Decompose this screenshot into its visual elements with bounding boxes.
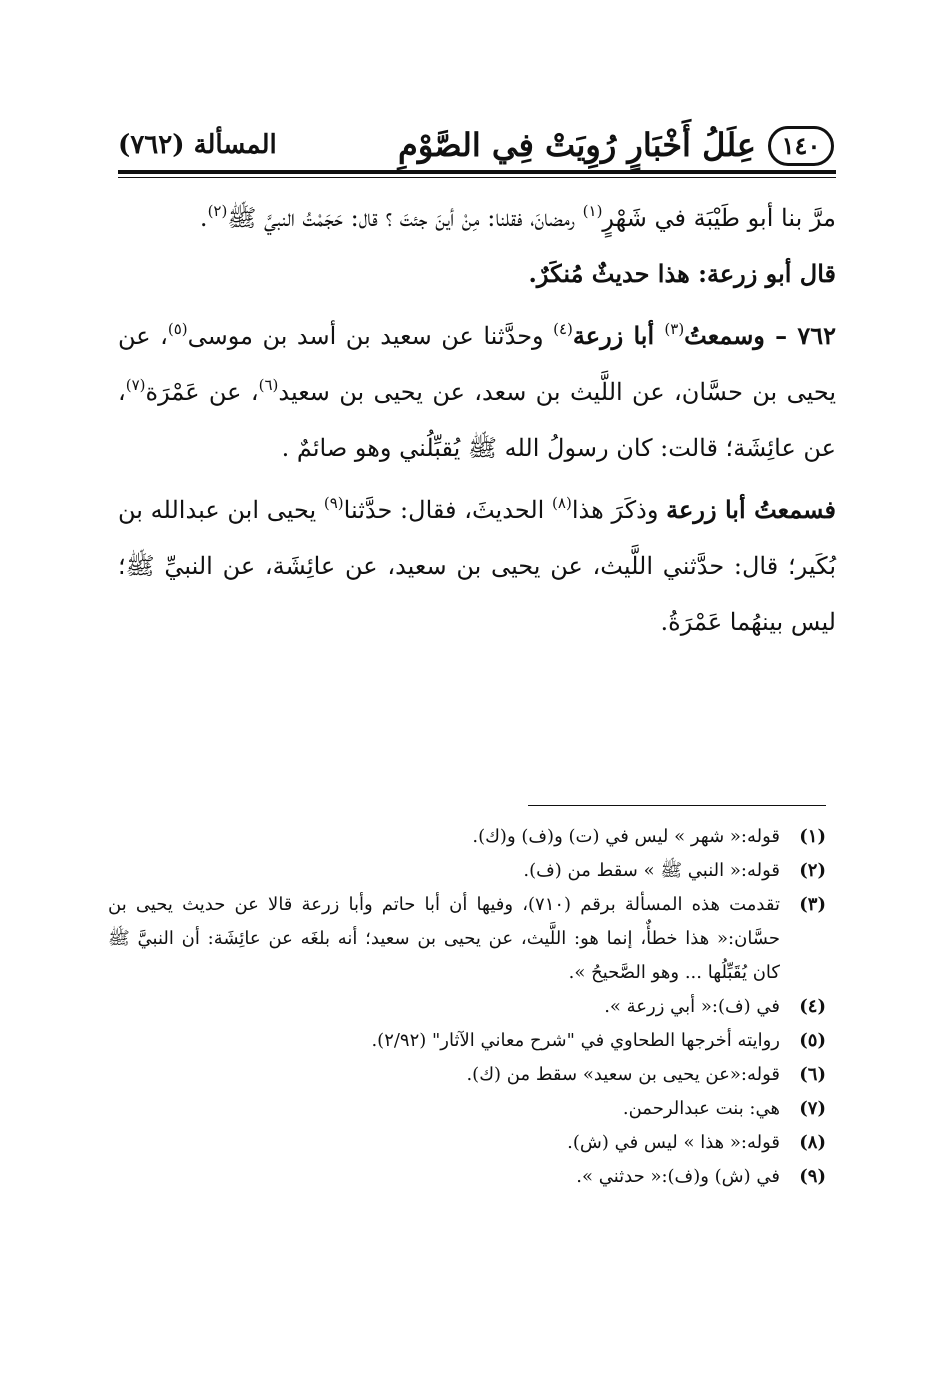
main-text [118,190,836,650]
footnote-text: هي: بنت عبدالرحمن. [622,1098,780,1119]
text-run: ، عن عَمْرَة [145,378,259,406]
text-run: قال أبو زرعة: هذا حديثٌ مُنكَرٌ. [528,259,836,288]
text-run: ، عن يحيى بن حسَّان، عن اللَّيث بن سعد، عن يحيى بن سعيد [118,322,837,406]
footnote-item [108,1126,826,1160]
footnote-number: (٤) [799,996,826,1017]
text-run: وحدَّثنا عن سعيد بن أسد بن موسى [187,322,554,350]
footnote-number: (٩) [799,1166,826,1187]
footnote-ref: (٥) [167,320,188,338]
footnote-ref: (١) [582,202,603,220]
footnote-separator [528,805,826,806]
text-run: مرَّ بنا أبو طَيْبَة في شَهْرٍ [602,204,836,232]
footnote-item [108,990,826,1024]
footnote-ref: (٢) [207,202,228,220]
page-number: ١٤٠ [768,126,834,166]
header-rule-thick [118,170,836,174]
footnote-text: قوله:« شهر » ليس في (ت) و(ف) و(ك). [472,826,780,847]
footnote-item [108,1160,826,1194]
footnote-text: تقدمت هذه المسألة برقم (٧١٠)، وفيها أن أبا حاتم وأبا زرعة قالا عن حديث يحيى بن حسَّان:« هذا خطأٌ، إنما هو: اللَّيث، عن يحيى بن سعيد؛ أنه بلغَه عن عائِشَة: أن النبيَّ ﷺ كان يُقَبِّلُها ... وهو الصَّحيحُ ». [108,894,780,983]
footnote-number: (١) [799,826,826,847]
text-run: وذكَرَ هذا [571,496,667,524]
footnotes-list [108,820,826,1194]
page-header [118,112,834,162]
text-run: يحيى ابن عبدالله بن بُكَير؛ قال: حدَّثني اللَّيث، عن يحيى بن سعيد، عن عائِشَة، عن النبيِّ ﷺ؛ ليس بينهُما عَمْرَةُ. [118,496,836,636]
footnote-item [108,888,826,990]
footnote-item [108,1058,826,1092]
paragraph-4 [118,482,836,650]
book-title: عِلَلُ أَخْبَارٍ رُوِيَتْ فِي الصَّوْمِ [398,126,756,164]
header-rule-thin [118,177,836,178]
footnote-ref: (٩) [323,494,344,512]
text-run: ، عن عائِشَة؛ قالت: كان رسولُ الله ﷺ يُقبِّلُني وهو صائمٌ . [118,378,836,462]
footnote-ref: (٣) [664,320,685,338]
footnote-text: في (ف):« أبي زرعة ». [604,996,780,1017]
footnote-number: (٢) [799,860,826,881]
footnote-ref: (٤) [553,320,573,338]
footnote-text: روايته أخرجها الطحاوي في "شرح معاني الآثار" (٢/٩٢). [371,1030,780,1051]
footnote-text: قوله:«عن يحيى بن سعيد» سقط من (ك). [466,1064,780,1085]
footnote-number: (٥) [799,1030,826,1051]
footnote-number: (٨) [799,1132,826,1153]
text-run: رمضانَ، فقلنا: مِنْ أينَ جئتَ ؟ قال: حَجَمْتُ النبيَّ ﷺ [227,204,583,232]
issue-label: المسألة (٧٦٢) [118,130,277,160]
footnote-text: قوله:« هذا » ليس في (ش). [567,1132,780,1153]
footnote-item [108,820,826,854]
paragraph-1 [118,190,836,246]
footnote-ref: (٦) [258,376,279,394]
footnote-item [108,854,826,888]
footnote-text: قوله:« النبي ﷺ » سقط من (ف). [523,860,780,881]
text-run: فسمعتُ أبا زرعة [666,495,837,524]
footnote-number: (٦) [799,1064,826,1085]
text-run: أبا زرعة [572,321,665,350]
paragraph-2 [118,246,836,302]
footnote-number: (٧) [799,1098,826,1119]
footnote-number: (٣) [799,894,826,915]
paragraph-3 [118,308,836,476]
text-run: . [199,204,208,232]
text-run: الحديثَ، فقال: حدَّثنا [343,496,553,524]
footnote-item [108,1024,826,1058]
footnote-text: في (ش) و(ف):« حدثني ». [576,1166,780,1187]
footnote-ref: (٨) [552,494,572,512]
footnote-item [108,1092,826,1126]
text-run: ٧٦٢ – وسمعتُ [684,321,837,350]
footnote-ref: (٧) [125,376,146,394]
